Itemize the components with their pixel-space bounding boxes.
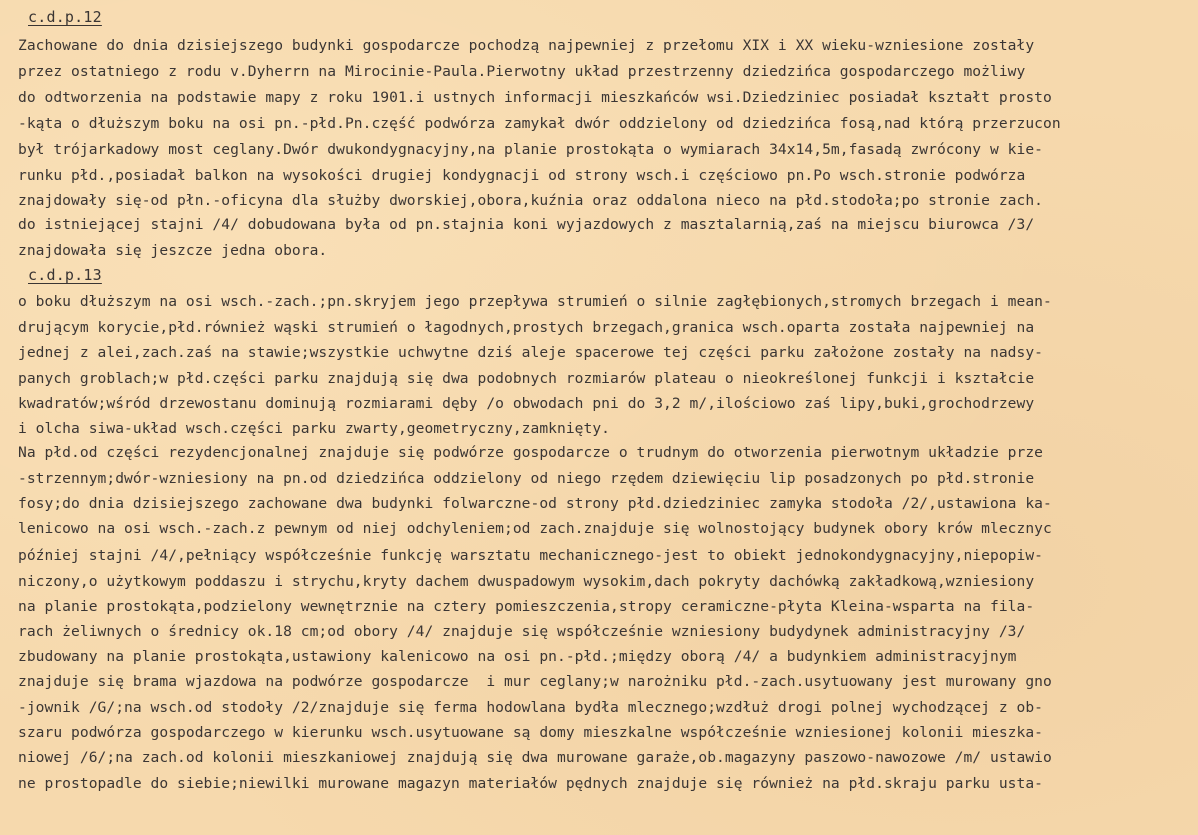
text-line: do odtworzenia na podstawie mapy z roku 1901.i ustnych informacji mieszkańców wsi.Dziedziniec posiadał kształt prosto xyxy=(18,89,1052,106)
text-line: -jownik /G/;na wsch.od stodoły /2/znajduje się ferma hodowlana bydła mlecznego;wzdłuż drogi polnej wychodzącej z ob- xyxy=(18,699,1043,716)
text-line: niowej /6/;na zach.od kolonii mieszkaniowej znajdują się dwa murowane garaże,ob.magazyny paszowo-nawozowe /m/ ustawio xyxy=(18,749,1052,766)
text-line: fosy;do dnia dzisiejszego zachowane dwa budynki folwarczne-od strony płd.dziedziniec zamyka stodoła /2/,ustawiona ka- xyxy=(18,495,1052,512)
text-line: i olcha siwa-układ wsch.części parku zwarty,geometryczny,zamknięty. xyxy=(18,420,611,437)
text-line: niczony,o użytkowym poddaszu i strychu,kryty dachem dwuspadowym wysokim,dach pokryty dachówką zakładkową,wzniesiony xyxy=(18,573,1035,590)
text-line: przez ostatniego z rodu v.Dyherrn na Mirocinie-Paula.Pierwotny układ przestrzenny dziedzińca gospodarczego możliwy xyxy=(18,63,1026,80)
text-line: Na płd.od części rezydencjonalnej znajduje się podwórze gospodarcze o trudnym do otworzenia pierwotnym układzie prze xyxy=(18,444,1043,461)
text-line: do istniejącej stajni /4/ dobudowana była od pn.stajnia koni wyjazdowych z masztalarnią,zaś na miejscu biurowca /3/ xyxy=(18,216,1035,233)
text-line: jednej z alei,zach.zaś na stawie;wszystkie uchwytne dziś aleje spacerowe tej części parku założone zostały na nadsy- xyxy=(18,344,1043,361)
text-line: panych groblach;w płd.części parku znajdują się dwa podobnych rozmiarów plateau o nieokreślonej funkcji i kształcie xyxy=(18,370,1035,387)
section-heading-cdp12: c.d.p.12 xyxy=(28,8,102,26)
text-line: zbudowany na planie prostokąta,ustawiony kalenicowo na osi pn.-płd.;między oborą /4/ a budynkiem administracyjnym xyxy=(18,648,1017,665)
section-heading-cdp13: c.d.p.13 xyxy=(28,266,102,284)
text-line: kwadratów;wśród drzewostanu dominują rozmiarami dęby /o obwodach pni do 3,2 m/,ilościowo zaś lipy,buki,grochodrzewy xyxy=(18,395,1035,412)
text-line: znajdowała się jeszcze jedna obora. xyxy=(18,242,328,259)
text-line: -kąta o dłuższym boku na osi pn.-płd.Pn.część podwórza zamykał dwór oddzielony od dziedzińca fosą,nad którą przerzucon xyxy=(18,115,1061,132)
text-line: ne prostopadle do siebie;niewilki murowane magazyn materiałów pędnych znajduje się również na płd.skraju parku usta- xyxy=(18,775,1043,792)
text-line: Zachowane do dnia dzisiejszego budynki gospodarcze pochodzą najpewniej z przełomu XIX i XX wieku-wzniesione zostały xyxy=(18,37,1035,54)
text-line: rach żeliwnych o średnicy ok.18 cm;od obory /4/ znajduje się współcześnie wzniesiony budydynek administracyjny /3/ xyxy=(18,623,1026,640)
text-line: o boku dłuższym na osi wsch.-zach.;pn.skryjem jego przepływa strumień o silnie zagłębionych,stromych brzegach i mean- xyxy=(18,293,1052,310)
text-line: znajdowały się-od płn.-oficyna dla służby dworskiej,obora,kuźnia oraz oddalona nieco na płd.stodoła;po stronie zach. xyxy=(18,192,1043,209)
text-line: lenicowo na osi wsch.-zach.z pewnym od niej odchyleniem;od zach.znajduje się wolnostojący budynek obory krów mlecznyc xyxy=(18,520,1052,537)
text-line: na planie prostokąta,podzielony wewnętrznie na cztery pomieszczenia,stropy ceramiczne-płyta Kleina-wsparta na fila- xyxy=(18,598,1035,615)
text-line: był trójarkadowy most ceglany.Dwór dwukondygnacyjny,na planie prostokąta o wymiarach 34x14,5m,fasadą zwrócony w kie- xyxy=(18,141,1043,158)
text-line: później stajni /4/,pełniący współcześnie funkcję warsztatu mechanicznego-jest to obiekt jednokondygnacyjny,niepopiw- xyxy=(18,547,1043,564)
text-line: szaru podwórza gospodarczego w kierunku wsch.usytuowane są domy mieszkalne współcześnie wzniesionej kolonii mieszka- xyxy=(18,724,1043,741)
text-line: znajduje się brama wjazdowa na podwórze gospodarcze i mur ceglany;w narożniku płd.-zach.usytuowany jest murowany gno xyxy=(18,673,1052,690)
text-line: runku płd.,posiadał balkon na wysokości drugiej kondygnacji od strony wsch.i częściowo pn.Po wsch.stronie podwórza xyxy=(18,167,1026,184)
text-line: drującym korycie,płd.również wąski strumień o łagodnych,prostych brzegach,granica wsch.oparta została najpewniej na xyxy=(18,319,1035,336)
text-line: -strzennym;dwór-wzniesiony na pn.od dziedzińca oddzielony od niego rzędem dziewięciu lip posadzonych po płd.stronie xyxy=(18,470,1035,487)
